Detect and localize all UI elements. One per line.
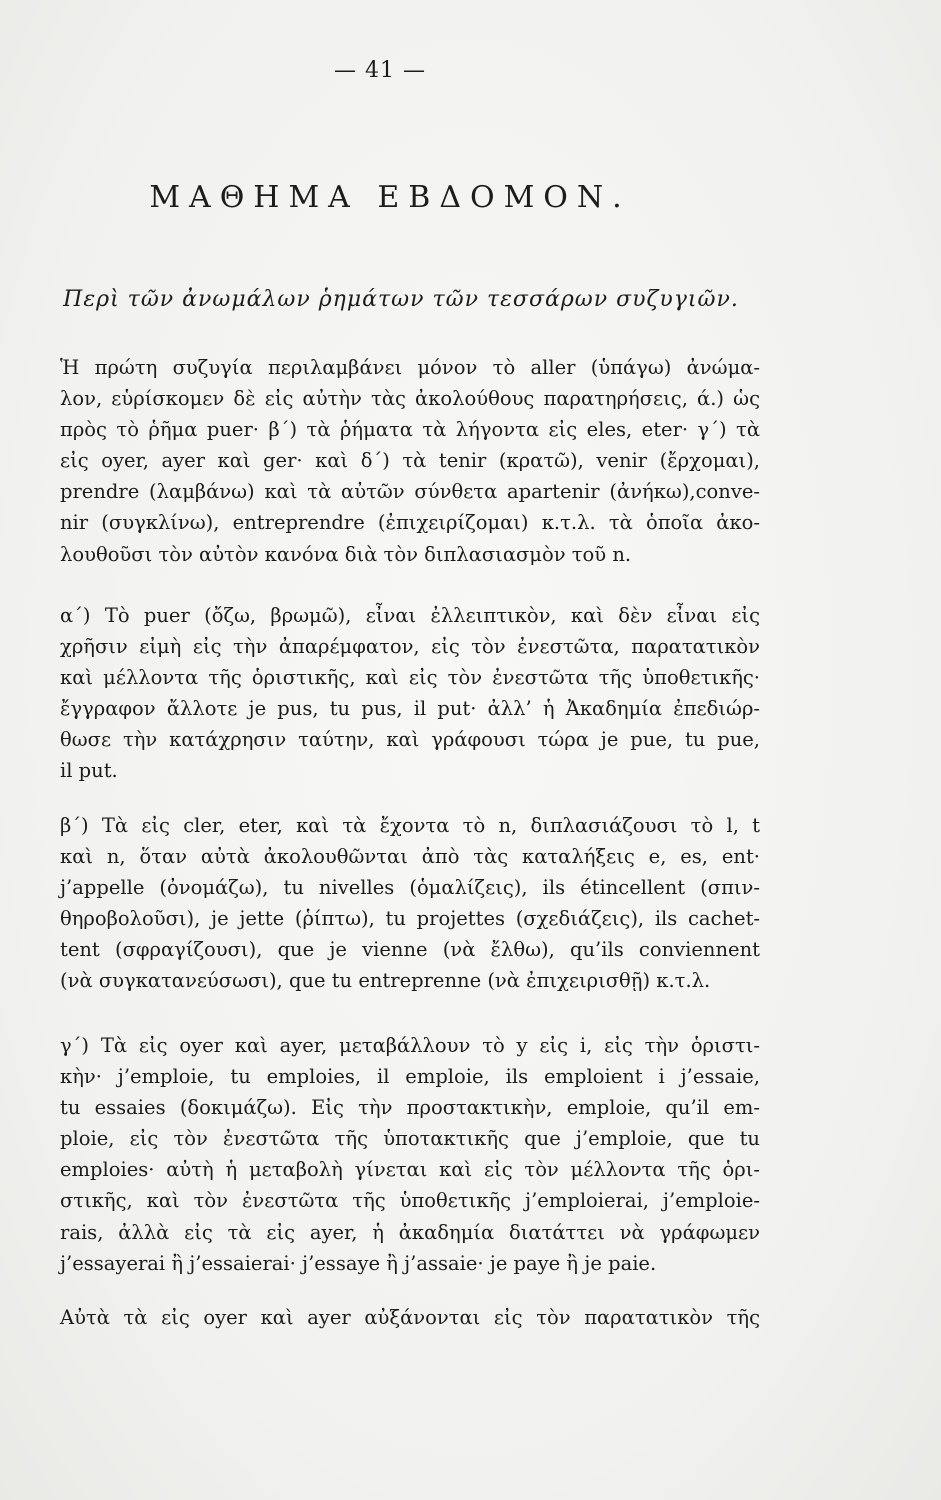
text-line: κὴν· j’emploie, tu emploies, il emploie, ils emploient i j’essaie, bbox=[60, 1065, 760, 1089]
paragraph-3 bbox=[60, 810, 760, 997]
chapter-subtitle: Περὶ τῶν ἀνωμάλων ῥημάτων τῶν τεσσάρων συζυγιῶν. bbox=[63, 287, 739, 312]
text-line: α΄) Τὸ puer (ὄζω, βρωμῶ), εἶναι ἐλλειπτικὸν, καὶ δὲν εἶναι εἰς bbox=[60, 604, 760, 627]
text-line: εἰς oyer, ayer καὶ ger· καὶ δ΄) τὰ tenir (κρατῶ), venir (ἔρχομαι), bbox=[60, 449, 760, 473]
text-line: j’appelle (ὀνομάζω), tu nivelles (ὁμαλίζεις), ils étincellent (σπιν- bbox=[60, 876, 760, 900]
text-line: γ΄) Τὰ εἰς oyer καὶ ayer, μεταβάλλουν τὸ y εἰς i, εἰς τὴν ὁριστι- bbox=[60, 1034, 760, 1057]
text-line: rais, ἀλλὰ εἰς τὰ εἰς ayer, ἡ ἀκαδημία διατάττει νὰ γράφωμεν bbox=[60, 1220, 760, 1244]
paragraph-2 bbox=[60, 600, 760, 787]
page-number: — 41 — bbox=[334, 58, 426, 83]
text-line: ἔγγραφον ἄλλοτε je pus, tu pus, il put· ἀλλ’ ἡ Ἀκαδημία ἐπεδιώρ- bbox=[60, 697, 760, 721]
text-line: β΄) Τὰ εἰς cler, eter, καὶ τὰ ἔχοντα τὸ n, διπλασιάζουσι τὸ l, t bbox=[60, 814, 760, 837]
text-line: λουθοῦσι τὸν αὐτὸν κανόνα διὰ τὸν διπλασιασμὸν τοῦ n. bbox=[60, 542, 632, 566]
text-line: Αὐτὰ τὰ εἰς oyer καὶ ayer αὐξάνονται εἰς τὸν παρατατικὸν τῆς bbox=[60, 1306, 760, 1329]
text-line: ploie, εἰς τὸν ἐνεστῶτα τῆς ὑποτακτικῆς que j’emploie, que tu bbox=[60, 1127, 760, 1151]
paragraph-5 bbox=[60, 1302, 760, 1333]
text-line: λον, εὑρίσκομεν δὲ εἰς αὐτὴν τὰς ἀκολούθους παρατηρήσεις, ά.) ὡς bbox=[60, 387, 760, 411]
text-line: tu essaies (δοκιμάζω). Εἰς τὴν προστακτικὴν, emploie, qu’il em- bbox=[60, 1096, 760, 1120]
text-line: θωσε τὴν κατάχρησιν ταύτην, καὶ γράφουσι τώρα je pue, tu pue, bbox=[60, 728, 760, 752]
text-line: χρῆσιν εἰμὴ εἰς τὴν ἀπαρέμφατον, εἰς τὸν ἐνεστῶτα, παρατατικὸν bbox=[60, 635, 760, 659]
text-line: θηροβολοῦσι), je jette (ῥίπτω), tu projettes (σχεδιάζεις), ils cachet- bbox=[60, 907, 760, 931]
chapter-title: ΜΑΘΗΜΑ ΕΒΔΟΜΟΝ. bbox=[149, 180, 631, 215]
text-line: (νὰ συγκατανεύσωσι), que tu entreprenne (νὰ ἐπιχειρισθῇ) κ.τ.λ. bbox=[60, 969, 711, 993]
text-line: tent (σφραγίζουσι), que je vienne (νὰ ἔλθω), qu’ils conviennent bbox=[60, 938, 760, 962]
paragraph-1 bbox=[60, 352, 760, 570]
text-line: Ἡ πρώτη συζυγία περιλαμβάνει μόνον τὸ aller (ὑπάγω) ἀνώμα- bbox=[60, 356, 760, 379]
text-line: στικῆς, καὶ τὸν ἐνεστῶτα τῆς ὑποθετικῆς j’emploierai, j’emploie- bbox=[60, 1189, 760, 1213]
text-line: πρὸς τὸ ῥῆμα puer· β΄) τὰ ῥήματα τὰ λήγοντα εἰς eles, eter· γ΄) τὰ bbox=[60, 418, 760, 442]
text-line: καὶ μέλλοντα τῆς ὁριστικῆς, καὶ εἰς τὸν ἐνεστῶτα τῆς ὑποθετικῆς· bbox=[60, 666, 760, 690]
text-line: emploies· αὐτὴ ἡ μεταβολὴ γίνεται καὶ εἰς τὸν μέλλοντα τῆς ὁρι- bbox=[60, 1158, 760, 1182]
paragraph-4 bbox=[60, 1030, 760, 1279]
text-line: nir (συγκλίνω), entreprendre (ἐπιχειρίζομαι) κ.τ.λ. τὰ ὁποῖα ἀκο- bbox=[60, 511, 760, 535]
text-line: prendre (λαμβάνω) καὶ τὰ αὐτῶν σύνθετα apartenir (ἀνήκω),conve- bbox=[60, 480, 760, 504]
text-line: il put. bbox=[60, 759, 118, 783]
text-line: j’essayerai ἢ j’essaierai· j’essaye ἢ j’assaie· je paye ἢ je paie. bbox=[60, 1251, 657, 1275]
text-line: καὶ n, ὅταν αὐτὰ ἀκολουθῶνται ἀπὸ τὰς καταλήξεις e, es, ent· bbox=[60, 845, 760, 869]
